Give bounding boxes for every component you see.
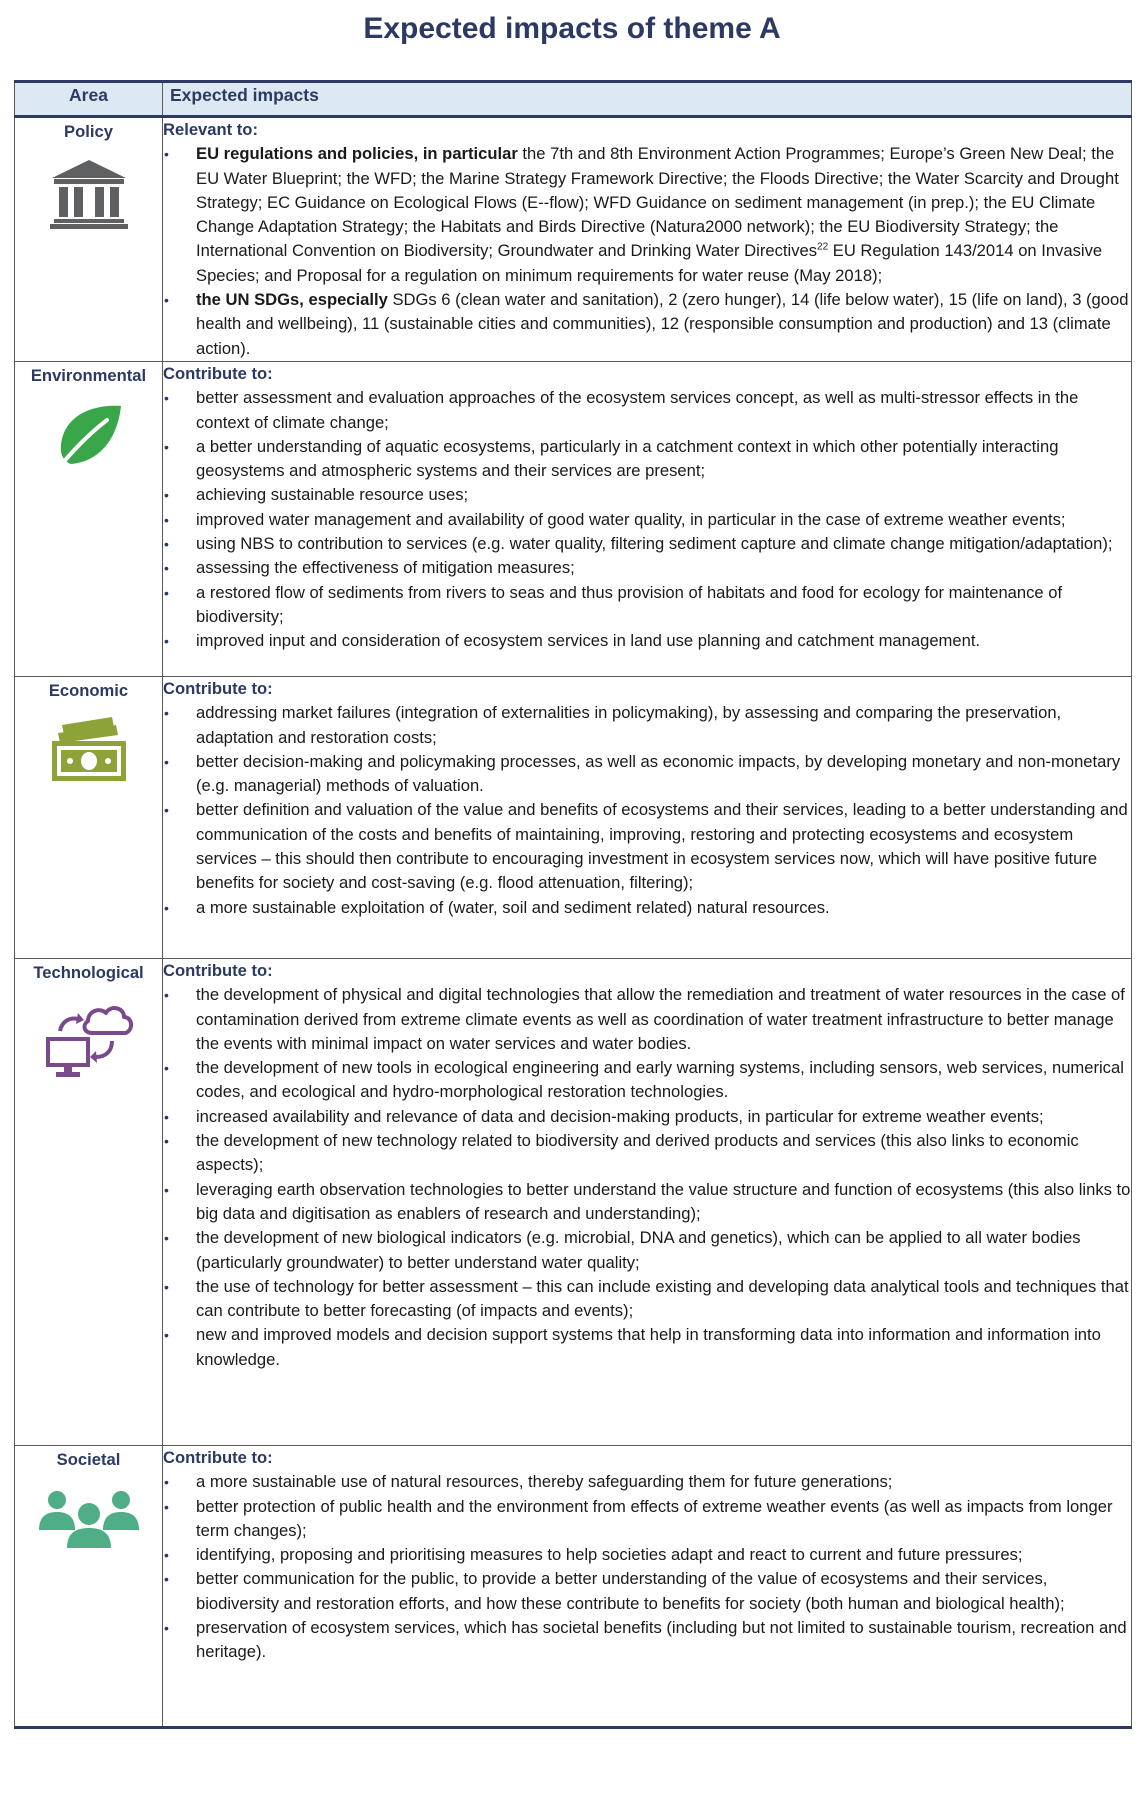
lead-societal: Contribute to: bbox=[163, 1447, 273, 1467]
list-item: • addressing market failures (integration of externalities in policymaking), by assessing and comparing the preservation, adaptation and restoration costs; bbox=[163, 701, 1131, 750]
list-item: • the development of new biological indicators (e.g. microbial, DNA and genetics), which can be applied to all water bodies (particularly groundwater) to better understand water quality; bbox=[163, 1226, 1131, 1275]
list-item: • better communication for the public, to provide a better understanding of the value of ecosystems and their services, biodiversity and restoration efforts, and how these contribute to benefits for society (both human and biological health); bbox=[163, 1567, 1131, 1616]
lead-policy: Relevant to: bbox=[163, 120, 258, 139]
row-economic bbox=[15, 676, 1132, 958]
lead-economic: Contribute to: bbox=[163, 678, 273, 698]
list-item: • the development of new technology related to biodiversity and derived products and services (this also links to economic aspects); bbox=[163, 1129, 1131, 1178]
impact-list-societal bbox=[163, 1470, 1131, 1664]
impacts-cell-technological bbox=[163, 958, 1132, 1445]
list-item: • identifying, proposing and prioritising measures to help societies adapt and react to current and future pressures; bbox=[163, 1543, 1131, 1567]
list-item: • better assessment and evaluation approaches of the ecosystem services concept, as well as multi-stressor effects in the context of climate change; bbox=[163, 386, 1131, 435]
lead-technological: Contribute to: bbox=[163, 960, 273, 980]
table-header-row bbox=[15, 82, 1132, 117]
area-cell-environmental bbox=[15, 361, 163, 676]
list-item: • preservation of ecosystem services, which has societal benefits (including but not limited to sustainable tourism, recreation and heritage). bbox=[163, 1616, 1131, 1665]
area-label-environmental: Environmental bbox=[30, 365, 147, 385]
leaf-icon bbox=[15, 402, 162, 479]
row-technological bbox=[15, 958, 1132, 1445]
list-item: • leveraging earth observation technologies to better understand the value structure and function of ecosystems (this also links to big data and digitisation as enablers of research and understanding); bbox=[163, 1178, 1131, 1227]
list-item: • better decision-making and policymaking processes, as well as economic impacts, by developing monetary and non-monetary (e.g. managerial) methods of valuation. bbox=[163, 750, 1131, 799]
row-societal bbox=[15, 1445, 1132, 1727]
impact-list-economic bbox=[163, 701, 1131, 920]
page-title: Expected impacts of theme A bbox=[363, 12, 781, 45]
list-item: • new and improved models and decision support systems that help in transforming data into information and information into knowledge. bbox=[163, 1323, 1131, 1372]
area-cell-policy bbox=[15, 117, 163, 362]
impacts-cell-economic bbox=[163, 676, 1132, 958]
list-item: • using NBS to contribution to services (e.g. water quality, filtering sediment capture and climate change mitigation/adaptation); bbox=[163, 532, 1131, 556]
list-item: • better definition and valuation of the value and benefits of ecosystems and their services, leading to a better understanding and communication of the costs and benefits of maintaining, improving, restoring and protecting ecosystems and ecosystem services – this should then contribute to encouraging investment in ecosystem services now, which will have positive future benefits for society and cost-saving (e.g. flood attenuation, filtering); bbox=[163, 798, 1131, 895]
area-cell-societal bbox=[15, 1445, 163, 1727]
list-item: • a better understanding of aquatic ecosystems, particularly in a catchment context in which other potentially interacting geosystems and atmospheric systems and their services are present; bbox=[163, 435, 1131, 484]
impact-list-policy bbox=[163, 142, 1131, 361]
impacts-cell-policy bbox=[163, 117, 1132, 362]
list-item: • increased availability and relevance of data and decision-making products, in particular for extreme weather events; bbox=[163, 1105, 1131, 1129]
header-area: Area bbox=[15, 82, 163, 117]
list-item: • improved water management and availability of good water quality, in particular in the case of extreme weather events; bbox=[163, 508, 1131, 532]
people-group-icon bbox=[15, 1486, 162, 1557]
header-expected-impacts: Expected impacts bbox=[163, 82, 1132, 117]
list-item: • achieving sustainable resource uses; bbox=[163, 483, 1131, 507]
lead-environmental: Contribute to: bbox=[163, 363, 273, 383]
impact-list-environmental bbox=[163, 386, 1131, 653]
row-environmental bbox=[15, 361, 1132, 676]
area-label-societal: Societal bbox=[56, 1449, 121, 1469]
impacts-table bbox=[14, 80, 1132, 1729]
list-item: • a more sustainable exploitation of (water, soil and sediment related) natural resources. bbox=[163, 896, 1131, 920]
impact-list-technological bbox=[163, 983, 1131, 1372]
list-item: • the development of new tools in ecological engineering and early warning systems, including sensors, web services, numerical codes, and ecological and hydro-morphological restoration technologies. bbox=[163, 1056, 1131, 1105]
list-item: • the UN SDGs, especially SDGs 6 (clean water and sanitation), 2 (zero hunger), 14 (life below water), 15 (life on land), 3 (good health and wellbeing), 11 (sustainable cities and communities), 12 (responsible consumption and production) and 13 (climate action). bbox=[163, 288, 1131, 361]
row-policy bbox=[15, 117, 1132, 362]
area-label-economic: Economic bbox=[48, 680, 129, 700]
money-icon bbox=[15, 717, 162, 790]
area-label-technological: Technological bbox=[33, 962, 144, 982]
list-item: • better protection of public health and the environment from effects of extreme weather events (as well as impacts from longer term changes); bbox=[163, 1495, 1131, 1544]
area-cell-economic bbox=[15, 676, 163, 958]
list-item: • assessing the effectiveness of mitigation measures; bbox=[163, 556, 1131, 580]
government-building-icon bbox=[15, 158, 162, 237]
area-cell-technological bbox=[15, 958, 163, 1445]
cloud-computer-sync-icon bbox=[15, 999, 162, 1086]
list-item: • a restored flow of sediments from rivers to seas and thus provision of habitats and food for ecology for maintenance of biodiversity; bbox=[163, 581, 1131, 630]
list-item: • the use of technology for better assessment – this can include existing and developing data analytical tools and techniques that can contribute to better forecasting (of impacts and events); bbox=[163, 1275, 1131, 1324]
area-label-policy: Policy bbox=[64, 122, 113, 141]
list-item: • the development of physical and digital technologies that allow the remediation and treatment of water resources in the case of contamination derived from extreme climate events as well as coordination of water treatment infrastructure to better manage the events with minimal impact on water services and water bodies. bbox=[163, 983, 1131, 1056]
list-item: • improved input and consideration of ecosystem services in land use planning and catchment management. bbox=[163, 629, 1131, 653]
impacts-cell-societal bbox=[163, 1445, 1132, 1727]
list-item: • a more sustainable use of natural resources, thereby safeguarding them for future generations; bbox=[163, 1470, 1131, 1494]
impacts-cell-environmental bbox=[163, 361, 1132, 676]
list-item: • EU regulations and policies, in particular the 7th and 8th Environment Action Programmes; Europe’s Green New Deal; the EU Water Blueprint; the WFD; the Marine Strategy Framework Directive; the Floods Directive; the Water Scarcity and Drought Strategy; EC Guidance on Ecological Flows (E--flow); WFD Guidance on sediment management (in prep.); the EU Climate Change Adaptation Strategy; the Habitats and Birds Directive (Natura2000 network); the EU Biodiversity Strategy; the International Convention on Biodiversity; Groundwater and Drinking Water Directives$^{22}$ EU Regulation 143/2014 on Invasive Species; and Proposal for a regulation on minimum requirements for water reuse (May 2018); bbox=[163, 142, 1131, 288]
